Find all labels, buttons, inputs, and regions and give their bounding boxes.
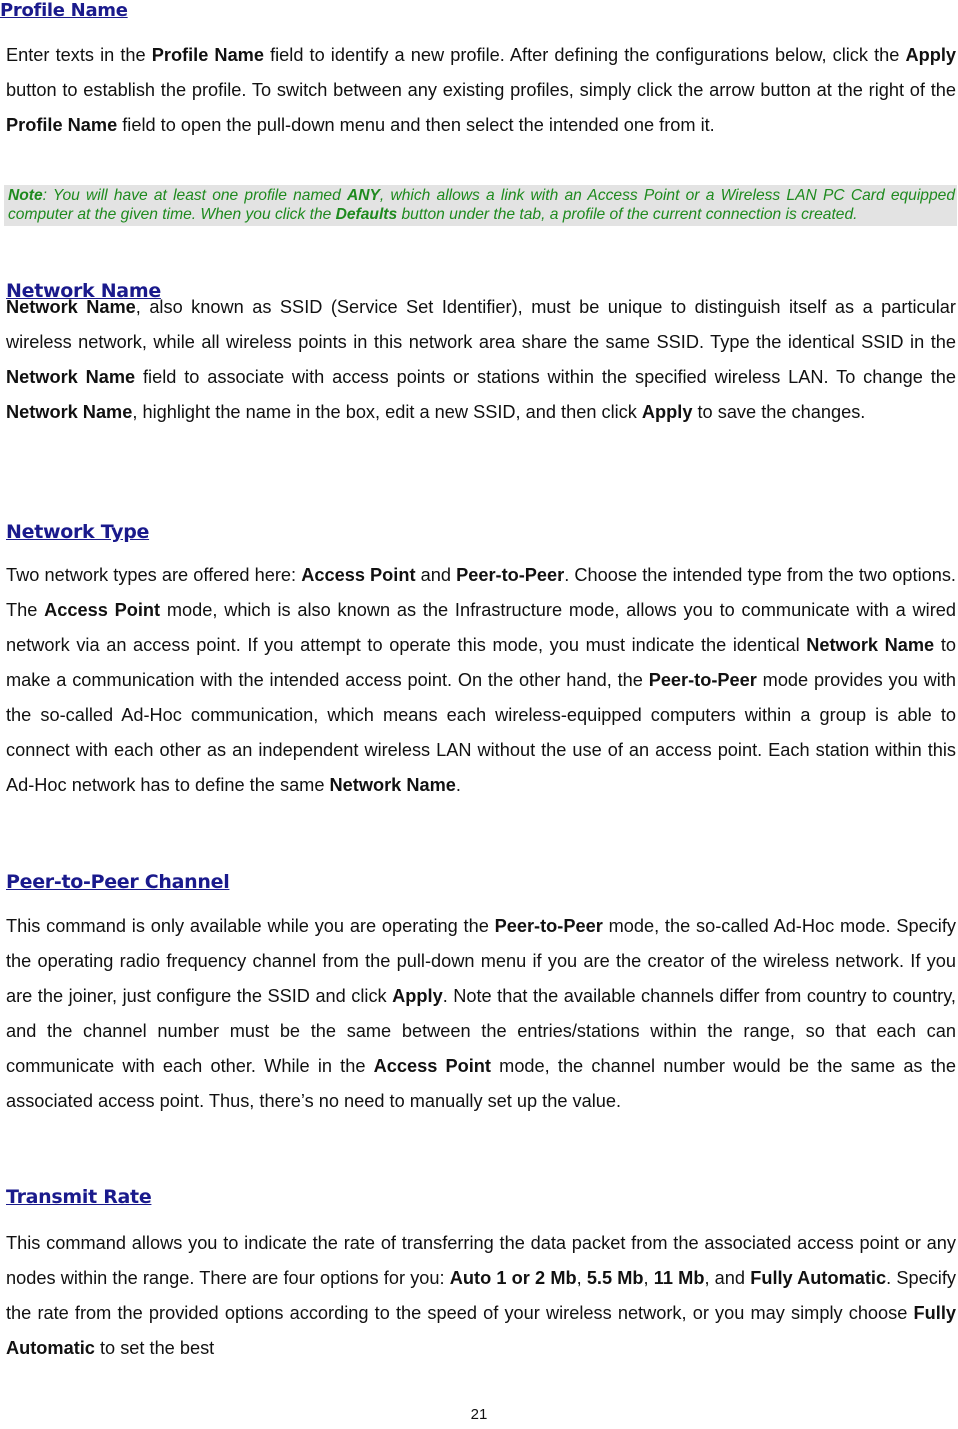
heading-transmit-rate: Transmit Rate	[6, 1186, 152, 1208]
note-box: Note: You will have at least one profile named ANY, which allows a link with an Access Point or a Wireless LAN PC Card equipped computer at the given time. When you click the Defaults button under the tab, a profile of the current connection is created.	[4, 185, 957, 226]
heading-peer-to-peer-channel: Peer-to-Peer Channel	[6, 871, 230, 893]
paragraph-peer-to-peer-channel: This command is only available while you are operating the Peer-to-Peer mode, the so-called Ad-Hoc mode. Specify the operating radio frequency channel from the pull-down menu if you are the creator of the wireless network. If you are the joiner, just configure the SSID and click Apply. Note that the available channels differ from country to country, and the channel number must be the same between the entries/stations within the range, so that each can communicate with each other. While in the Access Point mode, the channel number would be the same as the associated access point. Thus, there’s no need to manually set up the value.	[6, 916, 956, 1111]
paragraph-profile-name: Enter texts in the Profile Name field to identify a new profile. After defining the configurations below, click the Apply button to establish the profile. To switch between any existing profiles, simply click the arrow button at the right of the Profile Name field to open the pull-down menu and then select the intended one from it.	[6, 45, 956, 135]
heading-network-type: Network Type	[6, 521, 150, 543]
heading-network-name: Network Name	[6, 280, 161, 302]
paragraph-network-name: Network Name, also known as SSID (Service Set Identifier), must be unique to distinguish itself as a particular wireless network, while all wireless points in this network area share the same SSID. Type the identical SSID in the Network Name field to associate with access points or stations within the specified wireless LAN. To change the Network Name, highlight the name in the box, edit a new SSID, and then click Apply to save the changes.	[6, 297, 956, 422]
page-number: 21	[470, 1406, 488, 1423]
heading-profile-name: Profile Name	[0, 0, 128, 21]
paragraph-network-type: Two network types are offered here: Access Point and Peer-to-Peer. Choose the intended type from the two options. The Access Point mode, which is also known as the Infrastructure mode, allows you to communicate with a wired network via an access point. If you attempt to operate this mode, you must indicate the identical Network Name to make a communication with the intended access point. On the other hand, the Peer-to-Peer mode provides you with the so-called Ad-Hoc communication, which means each wireless-equipped computers within a group is able to connect with each other as an independent wireless LAN without the use of an access point. Each station within this Ad-Hoc network has to define the same Network Name.	[6, 565, 956, 795]
paragraph-transmit-rate: This command allows you to indicate the rate of transferring the data packet from the associated access point or any nodes within the range. There are four options for you: Auto 1 or 2 Mb, 5.5 Mb, 11 Mb, and Fully Automatic. Specify the rate from the provided options according to the speed of your wireless network, or you may simply choose Fully Automatic to set the best	[6, 1233, 956, 1358]
